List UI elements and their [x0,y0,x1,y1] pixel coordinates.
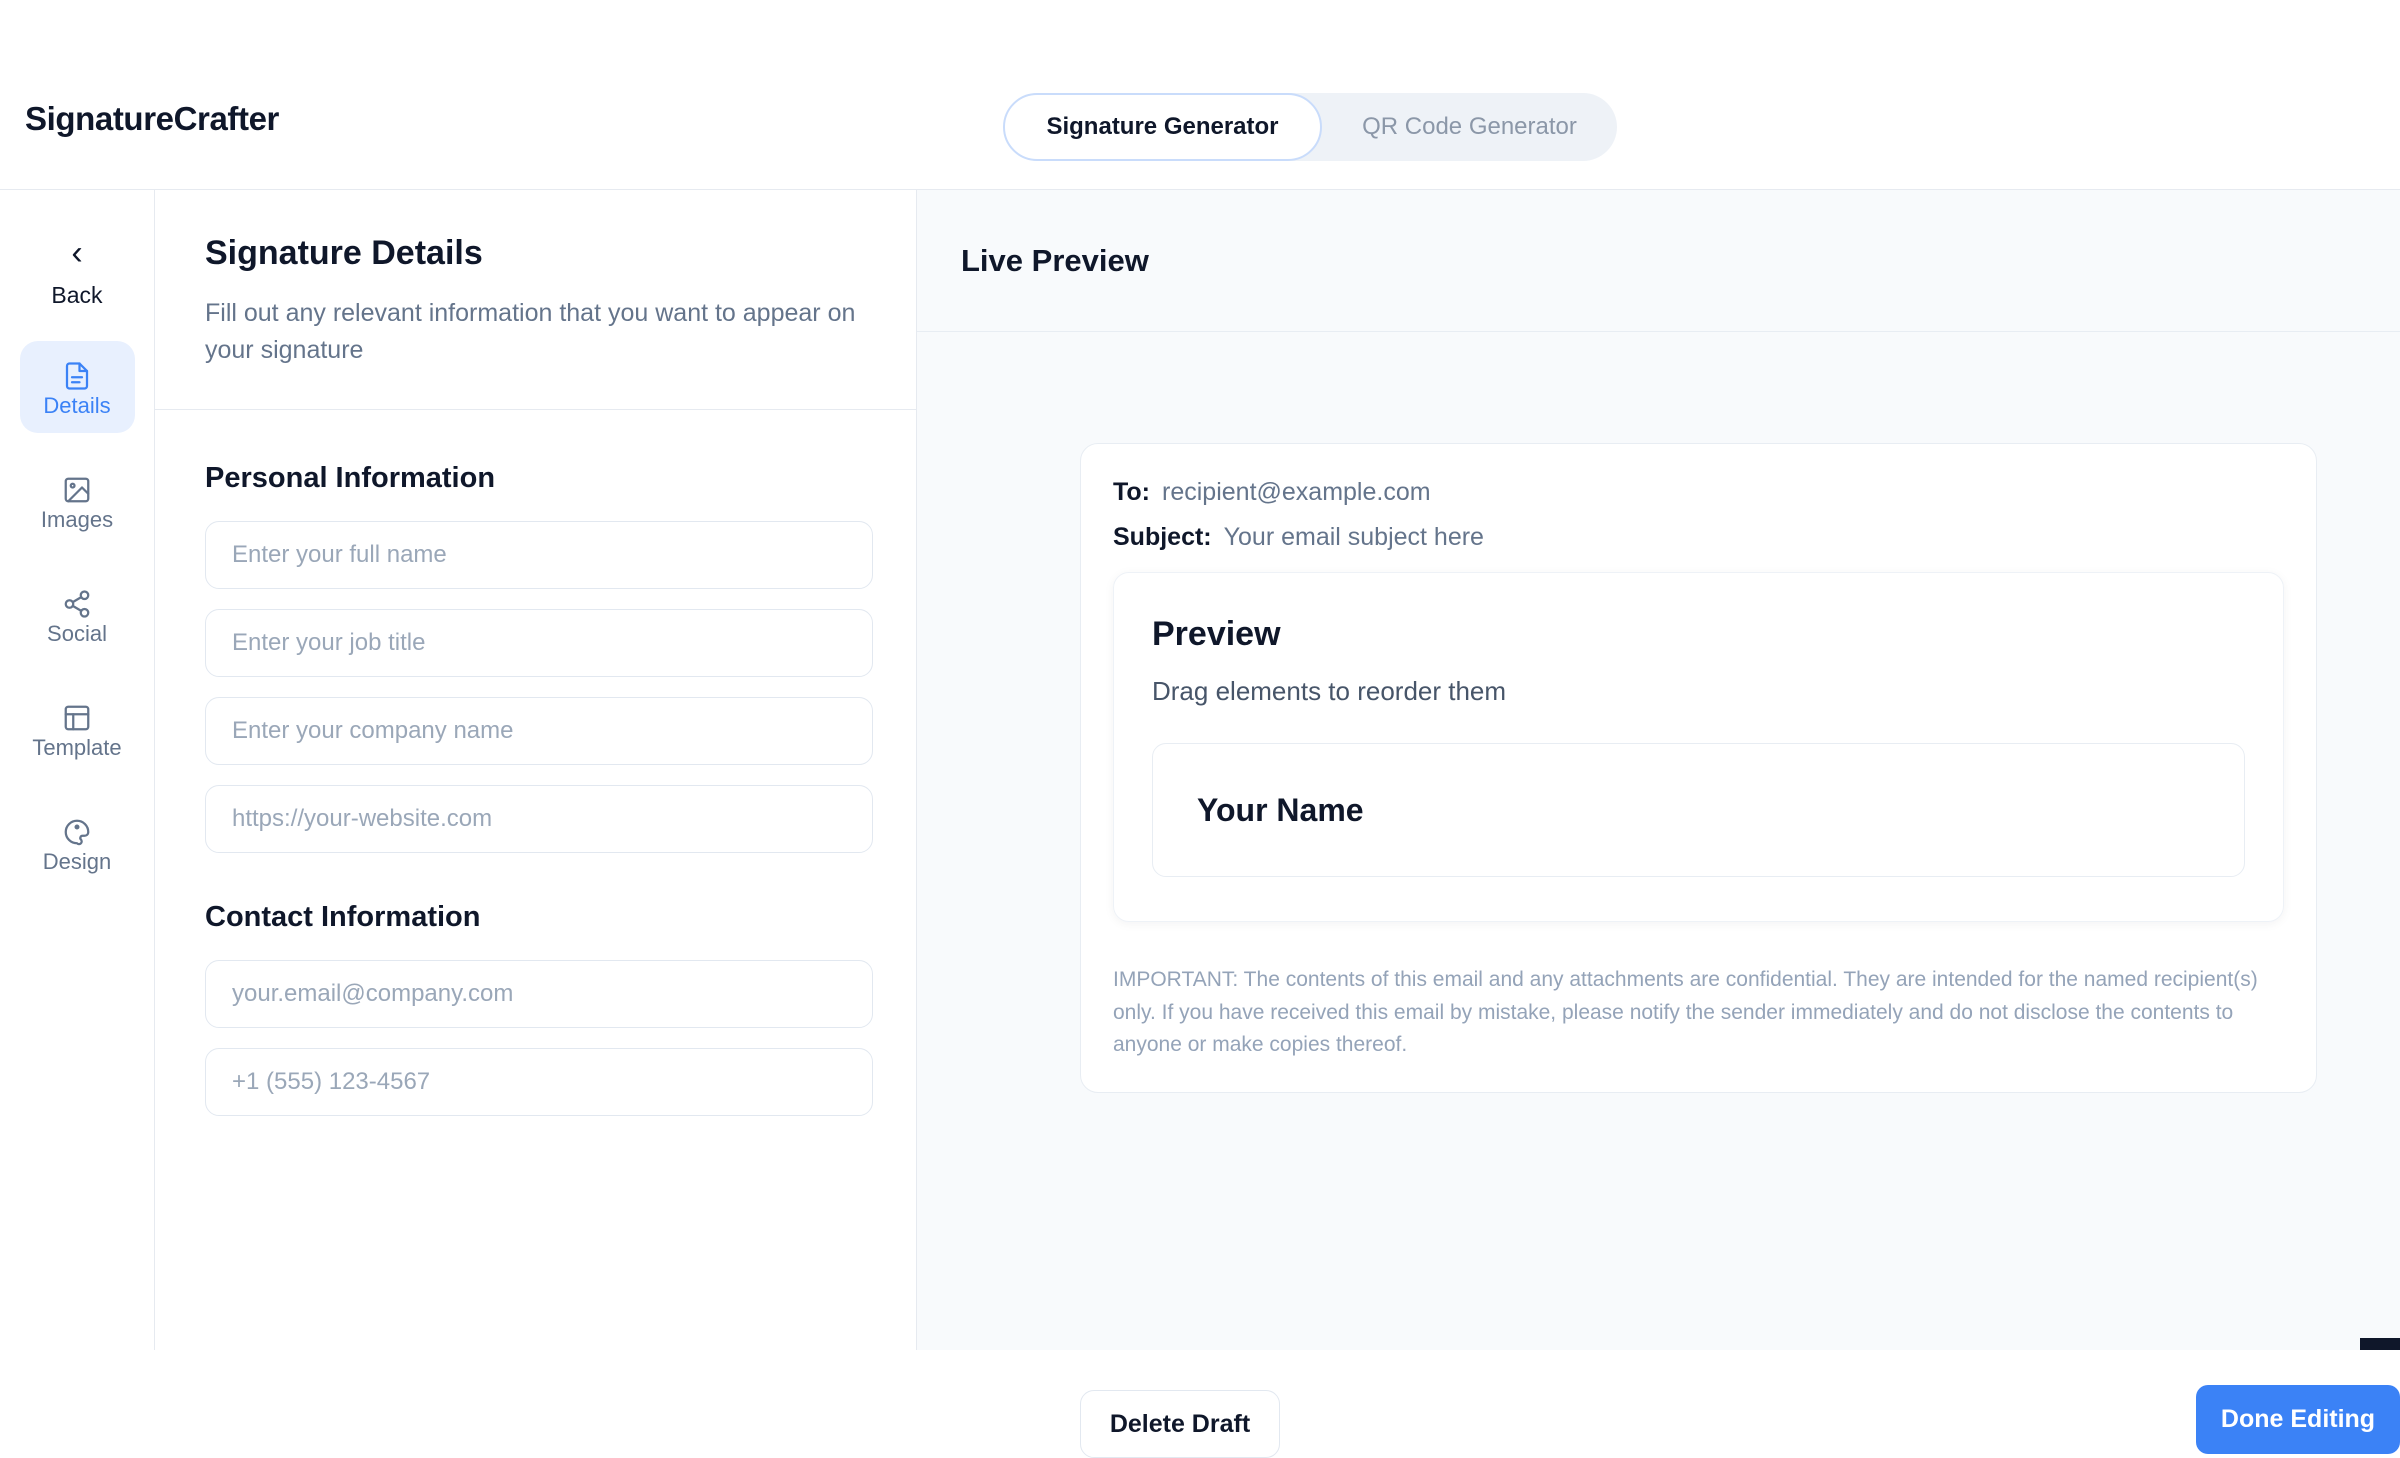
back-label: Back [51,282,103,308]
back-button[interactable] [0,218,154,319]
mail-to-row [1113,478,2284,507]
layout-icon [20,701,135,735]
delete-draft-button[interactable]: Delete Draft [1080,1390,1280,1458]
chevron-left-icon: ‹ [71,234,83,272]
tab-qr-code-generator[interactable]: QR Code Generator [1362,113,1577,140]
sidebar-item-template[interactable] [20,683,135,775]
section-title-personal: Personal Information [205,462,496,494]
palette-icon [20,815,135,849]
job-title-input[interactable]: Enter your job title [205,609,873,677]
image-icon [20,473,135,507]
preview-panel [917,190,2400,1438]
mail-subject-row [1113,523,2284,552]
main-layout [0,189,2400,1438]
form-body [155,410,916,1116]
tab-signature-generator[interactable]: Signature Generator [1003,93,1322,161]
draggable-element-your-name[interactable] [1152,743,2245,877]
website-input[interactable]: https://your-website.com [205,785,873,853]
email-preview-card [1080,443,2317,1093]
draggable-element-label: Your Name [1197,791,1364,828]
sidebar-item-label: Images [40,507,114,532]
page-title: Signature Details [205,234,483,272]
done-editing-button[interactable]: Done Editing [2196,1385,2400,1454]
mode-switch [1004,93,1617,161]
form-panel [155,190,917,1350]
share-icon [20,587,135,621]
section-title-contact: Contact Information [205,901,481,933]
sidebar-item-label: Template [32,735,122,760]
form-header [155,190,916,410]
mail-to-value: recipient@example.com [1162,478,1431,506]
signature-preview-card [1113,572,2284,922]
full-name-input[interactable]: Enter your full name [205,521,873,589]
preview-card-subtitle: Drag elements to reorder them [1152,676,1507,706]
mail-to-label: To: [1113,478,1151,506]
sidebar-rail [0,190,155,1350]
document-icon [20,359,135,393]
live-preview-title: Live Preview [961,242,1149,278]
resize-handle[interactable] [2360,1338,2400,1350]
phone-input[interactable]: +1 (555) 123-4567 [205,1048,873,1116]
top-bar [0,0,2400,189]
preview-card-title: Preview [1152,615,1281,653]
app-brand: SignatureCrafter [25,100,279,137]
sidebar-item-label: Social [47,621,107,646]
sidebar-item-details[interactable] [20,341,135,433]
mail-subject-value: Your email subject here [1223,523,1484,551]
sidebar-item-images[interactable] [20,455,135,547]
sidebar-item-label: Details [43,393,111,418]
sidebar-item-social[interactable] [20,569,135,661]
sidebar-item-design[interactable] [20,797,135,889]
email-disclaimer: IMPORTANT: The contents of this email and any attachments are confidential. They are intended for the named recipient(s) only. If you have received this email by mistake, please notify the sender immediately and do not disclose the contents to anyone or make copies thereof. [1113,968,2258,1057]
sidebar-item-label: Design [42,849,112,874]
preview-header [917,190,2400,332]
mail-subject-label: Subject: [1113,523,1212,551]
page-subtitle: Fill out any relevant information that you want to appear on your signature [205,299,856,364]
email-input[interactable]: your.email@company.com [205,960,873,1028]
company-name-input[interactable]: Enter your company name [205,697,873,765]
